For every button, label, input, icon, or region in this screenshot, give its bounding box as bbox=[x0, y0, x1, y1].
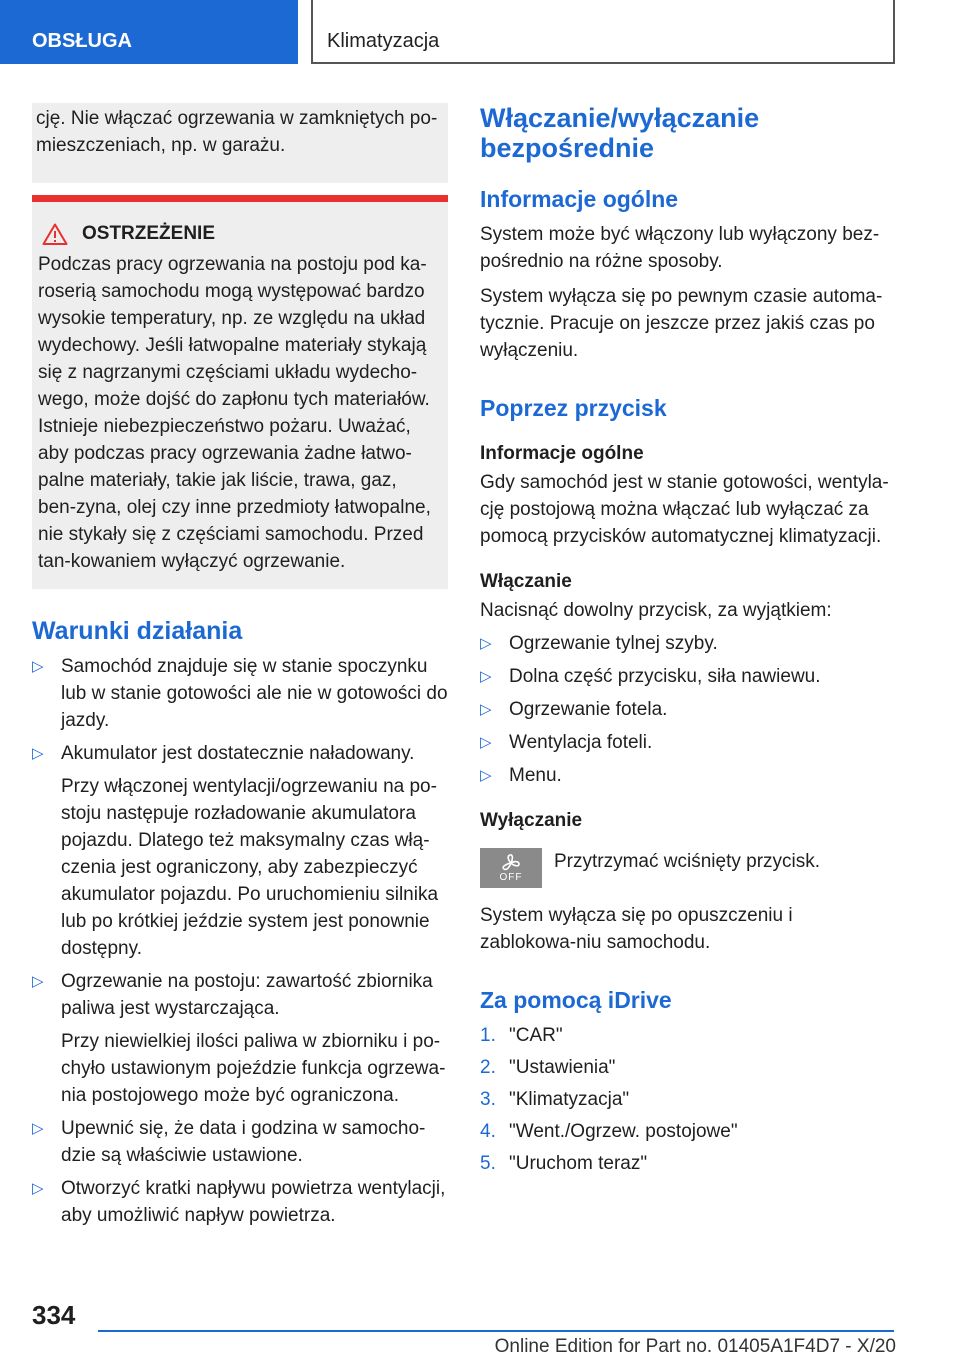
conditions-list bbox=[32, 653, 448, 1229]
triangle-bullet-icon: ▷ bbox=[480, 701, 492, 718]
triangle-bullet-icon: ▷ bbox=[480, 767, 492, 784]
list-item bbox=[32, 653, 448, 734]
step-text: "Klimatyzacja" bbox=[509, 1089, 630, 1110]
info-text: Gdy samochód jest w stanie gotowości, wentyla-cję postojową można włączać lub wyłączać za pomocą przycisków automatycznej klimatyzacji. bbox=[480, 472, 889, 547]
step-text: "Went./Ogrzew. postojowe" bbox=[509, 1121, 738, 1142]
exceptions-list bbox=[480, 630, 892, 789]
list-item-text: Akumulator jest dostatecznie naładowany. bbox=[61, 743, 415, 764]
step-number: 5. bbox=[480, 1153, 496, 1174]
off-heading: Wyłączanie bbox=[480, 810, 583, 831]
idrive-heading: Za pomocą iDrive bbox=[480, 987, 672, 1013]
step-text: "Ustawienia" bbox=[509, 1057, 616, 1078]
general-text-2: System wyłącza się po pewnym czasie automa-tycznie. Pracuje on jeszcze przez jakiś czas po wyłączeniu. bbox=[480, 286, 883, 361]
right-column bbox=[480, 103, 892, 1182]
idrive-steps bbox=[480, 1022, 892, 1177]
list-item bbox=[480, 1118, 892, 1145]
triangle-bullet-icon: ▷ bbox=[480, 668, 492, 685]
triangle-bullet-icon: ▷ bbox=[32, 973, 44, 990]
warning-text: Podczas pracy ogrzewania na postoju pod ka-roserią samochodu mogą występować bardzo wysokie temperatury, np. ze względu na układ wydechowy. Jeśli łatwopalne materiały stykają się z nagrzanymi częściami układu wydecho-wego, może dojść do zapłonu tych materiałów. Istnieje niebezpieczeństwo pożaru. Uważać, aby podczas pracy ogrzewania żadne łatwo-palne materiały, takie jak liście, trawa, gaz, ben-zyna, olej czy inne przedmioty łatwopalne, nie stykały się z częściami samochodu. Przed tan-kowaniem wyłączyć ogrzewanie. bbox=[38, 254, 431, 572]
intro-note bbox=[32, 103, 448, 183]
section-heading: Włączanie/wyłączanie bezpośrednie bbox=[480, 103, 760, 163]
list-item bbox=[32, 1175, 448, 1229]
off-text: Przytrzymać wciśnięty przycisk. bbox=[554, 851, 821, 872]
list-item bbox=[32, 968, 448, 1109]
warning-triangle-icon bbox=[42, 223, 68, 245]
list-item bbox=[480, 1022, 892, 1049]
general-text-1: System może być włączony lub wyłączony bez-pośrednio na różne sposoby. bbox=[480, 224, 880, 272]
fan-off-button-image bbox=[480, 848, 542, 888]
list-item-text: Wentylacja foteli. bbox=[509, 732, 653, 753]
left-column bbox=[32, 103, 448, 1235]
step-number: 4. bbox=[480, 1121, 496, 1142]
edition-text: Online Edition for Part no. 01405A1F4D7 - X/20 bbox=[494, 1336, 896, 1357]
on-text: Nacisnąć dowolny przycisk, za wyjątkiem: bbox=[480, 600, 832, 621]
list-item-text: Ogrzewanie na postoju: zawartość zbiornika paliwa jest wystarczająca. bbox=[61, 971, 433, 1019]
list-item bbox=[480, 663, 892, 690]
warning-box bbox=[32, 195, 448, 589]
list-item-text: Ogrzewanie fotela. bbox=[509, 699, 668, 720]
list-item bbox=[480, 630, 892, 657]
list-item bbox=[480, 1054, 892, 1081]
fan-icon bbox=[500, 853, 522, 873]
info-heading: Informacje ogólne bbox=[480, 443, 644, 464]
step-number: 2. bbox=[480, 1057, 496, 1078]
chapter-title: Klimatyzacja bbox=[311, 0, 895, 64]
list-item-subtext: Przy włączonej wentylacji/ogrzewaniu na po-stoju następuje rozładowanie akumulatora pojazdu. Dlatego też maksymalny czas włą-czenia jest ograniczony, aby zabezpieczyć akumulator pojazdu. Po uruchomieniu silnika lub po krótkiej jeździe system jest ponownie dostępny. bbox=[61, 776, 439, 959]
list-item bbox=[480, 1086, 892, 1113]
section-tab: OBSŁUGA bbox=[0, 0, 298, 64]
triangle-bullet-icon: ▷ bbox=[480, 635, 492, 652]
conditions-heading: Warunki działania bbox=[32, 617, 243, 645]
list-item-text: Dolna część przycisku, siła nawiewu. bbox=[509, 666, 821, 687]
list-item bbox=[480, 1150, 892, 1177]
warning-title: OSTRZEŻENIE bbox=[82, 223, 216, 244]
triangle-bullet-icon: ▷ bbox=[32, 1180, 44, 1197]
list-item bbox=[480, 696, 892, 723]
general-heading: Informacje ogólne bbox=[480, 186, 679, 212]
triangle-bullet-icon: ▷ bbox=[32, 1120, 44, 1137]
list-item bbox=[32, 1115, 448, 1169]
footer-divider bbox=[98, 1330, 894, 1332]
list-item-text: Otworzyć kratki napływu powietrza wentylacji, aby umożliwić napływ powietrza. bbox=[61, 1178, 446, 1226]
step-number: 1. bbox=[480, 1025, 496, 1046]
list-item-text: Ogrzewanie tylnej szyby. bbox=[509, 633, 718, 654]
step-number: 3. bbox=[480, 1089, 496, 1110]
by-button-heading: Poprzez przycisk bbox=[480, 395, 667, 421]
list-item bbox=[32, 740, 448, 962]
triangle-bullet-icon: ▷ bbox=[32, 745, 44, 762]
intro-text: cję. Nie włączać ogrzewania w zamkniętych po-mieszczeniach, np. w garażu. bbox=[36, 108, 438, 156]
warning-header bbox=[38, 220, 434, 247]
triangle-bullet-icon: ▷ bbox=[32, 658, 44, 675]
off-note: System wyłącza się po opuszczeniu i zablokowa-niu samochodu. bbox=[480, 905, 793, 953]
list-item-text: Upewnić się, że data i godzina w samocho-dzie są właściwie ustawione. bbox=[61, 1118, 426, 1166]
list-item bbox=[480, 762, 892, 789]
list-item-subtext: Przy niewielkiej ilości paliwa w zbiorniku i po-chyło ustawionym pojeździe funkcja ogrzewa-nia postojowego może być ograniczona. bbox=[61, 1031, 446, 1106]
step-text: "Uruchom teraz" bbox=[509, 1153, 648, 1174]
step-text: "CAR" bbox=[509, 1025, 563, 1046]
off-label: OFF bbox=[499, 872, 523, 883]
list-item-text: Samochód znajduje się w stanie spoczynku lub w stanie gotowości ale nie w gotowości do jazdy. bbox=[61, 656, 448, 731]
triangle-bullet-icon: ▷ bbox=[480, 734, 492, 751]
page-number: 334 bbox=[32, 1300, 76, 1330]
off-instruction bbox=[480, 848, 892, 888]
on-heading: Włączanie bbox=[480, 571, 572, 592]
list-item-text: Menu. bbox=[509, 765, 562, 786]
list-item bbox=[480, 729, 892, 756]
